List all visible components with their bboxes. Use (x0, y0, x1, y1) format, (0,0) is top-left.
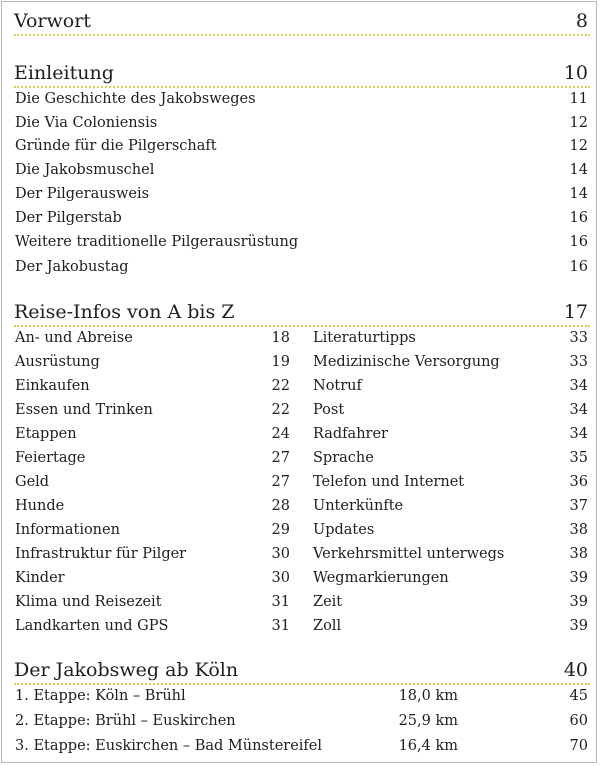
entry-page: 14 (569, 186, 588, 202)
entry-page: 31 (271, 618, 290, 634)
toc-entry[interactable] (313, 518, 588, 542)
entry-page: 36 (569, 474, 588, 490)
entry-label: Sprache (313, 450, 374, 466)
entry-label: Einkaufen (15, 378, 90, 394)
toc-etappe-entry[interactable] (15, 684, 588, 708)
etappe-label: 3. Etappe: Euskirchen – Bad Münstereifel (15, 738, 323, 754)
entry-page: 18 (271, 330, 290, 346)
entry-label: Post (313, 402, 345, 418)
entry-page: 30 (271, 570, 290, 586)
toc-entry[interactable] (15, 422, 290, 446)
toc-entry[interactable] (15, 446, 290, 470)
toc-entry[interactable] (313, 422, 588, 446)
entry-page: 39 (569, 618, 588, 634)
etappe-distance: 18,0 km (398, 688, 458, 704)
entry-label: Gründe für die Pilgerschaft (15, 138, 217, 154)
entry-page: 16 (569, 210, 588, 226)
toc-entry[interactable] (15, 398, 290, 422)
entry-page: 19 (271, 354, 290, 370)
toc-entry[interactable] (15, 87, 588, 111)
entry-page: 35 (569, 450, 588, 466)
entry-label: Landkarten und GPS (15, 618, 169, 634)
toc-entry[interactable] (313, 542, 588, 566)
entry-page: 31 (271, 594, 290, 610)
toc-entry[interactable] (15, 614, 290, 638)
toc-entry[interactable] (313, 494, 588, 518)
entry-label: Der Pilgerausweis (15, 186, 150, 202)
entry-page: 11 (569, 91, 588, 107)
entry-label: An- und Abreise (15, 330, 133, 346)
entry-page: 34 (569, 402, 588, 418)
toc-entry[interactable] (15, 374, 290, 398)
etappe-distance: 25,9 km (398, 713, 458, 729)
entry-label: Notruf (313, 378, 362, 394)
toc-etappe-entry[interactable] (15, 709, 588, 733)
entry-page: 34 (569, 426, 588, 442)
entry-page: 30 (271, 546, 290, 562)
entry-page: 39 (569, 570, 588, 586)
toc-section-vorwort[interactable] (14, 6, 590, 36)
entry-label: Radfahrer (313, 426, 388, 442)
etappe-page: 60 (569, 713, 588, 729)
section-page: 17 (563, 301, 588, 323)
entry-label: Kinder (15, 570, 65, 586)
entry-label: Zeit (313, 594, 343, 610)
entry-page: 27 (271, 450, 290, 466)
entry-label: Die Geschichte des Jakobsweges (15, 91, 256, 107)
entry-label: Etappen (15, 426, 77, 442)
entry-page: 33 (569, 354, 588, 370)
entry-page: 39 (569, 594, 588, 610)
toc-entry[interactable] (313, 590, 588, 614)
entry-page: 33 (569, 330, 588, 346)
entry-label: Die Via Coloniensis (15, 115, 158, 131)
entry-label: Zoll (313, 618, 342, 634)
entry-page: 38 (569, 546, 588, 562)
entry-page: 12 (569, 138, 588, 154)
entry-page: 37 (569, 498, 588, 514)
toc-entry[interactable] (15, 326, 290, 350)
entry-label: Ausrüstung (15, 354, 100, 370)
toc-entry[interactable] (15, 111, 588, 135)
entry-label: Telefon und Internet (313, 474, 465, 490)
etappe-label: 2. Etappe: Brühl – Euskirchen (15, 713, 236, 729)
entry-page: 27 (271, 474, 290, 490)
entry-label: Der Jakobustag (15, 259, 129, 275)
section-title: Einleitung (14, 62, 114, 84)
entry-label: Feiertage (15, 450, 86, 466)
entry-page: 22 (271, 402, 290, 418)
toc-entry[interactable] (15, 542, 290, 566)
toc-entry[interactable] (313, 350, 588, 374)
etappe-page: 45 (569, 688, 588, 704)
entry-label: Updates (313, 522, 375, 538)
toc-etappe-entry[interactable] (15, 734, 588, 758)
entry-page: 12 (569, 115, 588, 131)
entry-label: Medizinische Versorgung (313, 354, 500, 370)
toc-entry[interactable] (313, 446, 588, 470)
entry-label: Weitere traditionelle Pilgerausrüstung (15, 234, 299, 250)
section-title: Vorwort (14, 10, 91, 32)
entry-page: 29 (271, 522, 290, 538)
toc-entry[interactable] (15, 182, 588, 206)
entry-label: Hunde (15, 498, 65, 514)
entry-page: 16 (569, 234, 588, 250)
toc-entry[interactable] (15, 158, 588, 182)
entry-label: Informationen (15, 522, 120, 538)
entry-label: Literaturtipps (313, 330, 416, 346)
toc-entry[interactable] (15, 566, 290, 590)
entry-page: 22 (271, 378, 290, 394)
section-page: 10 (563, 62, 588, 84)
entry-label: Der Pilgerstab (15, 210, 122, 226)
entry-page: 24 (271, 426, 290, 442)
toc-entry[interactable] (15, 494, 290, 518)
entry-page: 28 (271, 498, 290, 514)
entry-label: Infrastruktur für Pilger (15, 546, 187, 562)
toc-entry[interactable] (15, 255, 588, 279)
toc-section-jakobsweg-koeln[interactable] (14, 655, 590, 685)
entry-label: Die Jakobsmuschel (15, 162, 155, 178)
entry-label: Verkehrsmittel unterwegs (313, 546, 505, 562)
etappe-distance: 16,4 km (398, 738, 458, 754)
section-page: 40 (563, 659, 588, 681)
section-page: 8 (575, 10, 588, 32)
section-title: Reise-Infos von A bis Z (14, 301, 235, 323)
entry-page: 34 (569, 378, 588, 394)
entry-label: Wegmarkierungen (313, 570, 449, 586)
toc-entry[interactable] (15, 470, 290, 494)
entry-page: 16 (569, 259, 588, 275)
etappe-page: 70 (569, 738, 588, 754)
entry-page: 38 (569, 522, 588, 538)
toc-entry[interactable] (15, 206, 588, 230)
entry-label: Essen und Trinken (15, 402, 153, 418)
toc-entry[interactable] (15, 134, 588, 158)
toc-entry[interactable] (313, 374, 588, 398)
toc-entry[interactable] (15, 518, 290, 542)
entry-label: Unterkünfte (313, 498, 404, 514)
toc-section-reise-infos[interactable] (14, 297, 590, 327)
toc-entry[interactable] (15, 590, 290, 614)
toc-entry[interactable] (15, 230, 588, 254)
toc-entry[interactable] (313, 326, 588, 350)
entry-label: Klima und Reisezeit (15, 594, 162, 610)
toc-entry[interactable] (313, 566, 588, 590)
entry-label: Geld (15, 474, 50, 490)
toc-entry[interactable] (313, 398, 588, 422)
toc-entry[interactable] (313, 470, 588, 494)
section-title: Der Jakobsweg ab Köln (14, 659, 239, 681)
entry-page: 14 (569, 162, 588, 178)
toc-entry[interactable] (15, 350, 290, 374)
toc-entry[interactable] (313, 614, 588, 638)
etappe-label: 1. Etappe: Köln – Brühl (15, 688, 186, 704)
toc-section-einleitung[interactable] (14, 58, 590, 88)
